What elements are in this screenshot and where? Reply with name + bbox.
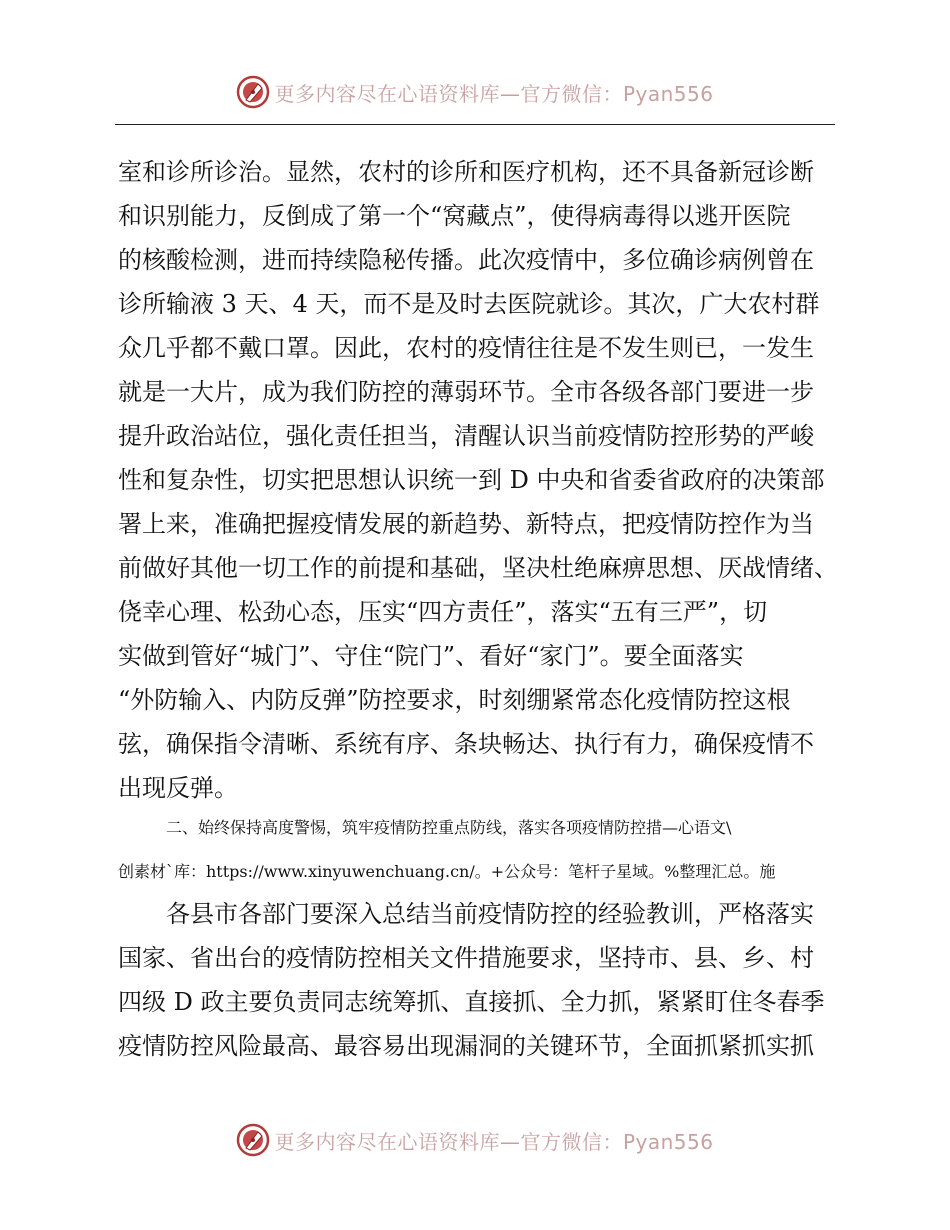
section-heading-line-2: 创素材`库：https://www.xinyuwenchuang.cn/。+公众号：笔杆子星域。%整理汇总。施: [118, 862, 776, 881]
paragraph-2-line: 四级 D 政主要负责同志统筹抓、直接抓、全力抓，紧紧盯住冬春季: [118, 988, 825, 1016]
paragraph-1-line: 实做到管好“城门”、守住“院门”、看好“家门”。要全面落实: [118, 642, 744, 670]
section-heading-line-1: 二、始终保持高度警惕，筑牢疫情防控重点防线，落实各项疫情防控措—心语文\: [166, 818, 732, 837]
header-banner: [0, 70, 950, 114]
paragraph-1-line: 出现反弹。: [118, 774, 238, 802]
paragraph-1-line: 的核酸检测，进而持续隐秘传播。此次疫情中，多位确诊病例曾在: [118, 246, 814, 274]
footer-banner-text: 更多内容尽在心语资料库—官方微信：Pyan556: [274, 1129, 714, 1154]
paragraph-1-line: 就是一大片，成为我们防控的薄弱环节。全市各级各部门要进一步: [118, 378, 814, 406]
paragraph-2-line: 国家、省出台的疫情防控相关文件措施要求，坚持市、县、乡、村: [118, 944, 814, 972]
paragraph-1-line: “外防输入、内防反弹”防控要求，时刻绷紧常态化疫情防控这根: [118, 686, 791, 714]
footer-banner: [0, 1118, 950, 1162]
paragraph-2-line: 各县市各部门要深入总结当前疫情防控的经验教训，严格落实: [166, 900, 814, 928]
paragraph-1-line: 署上来，准确把握疫情发展的新趋势、新特点，把疫情防控作为当: [118, 510, 814, 538]
paragraph-1-line: 前做好其他一切工作的前提和基础，坚决杜绝麻痹思想、厌战情绪、: [118, 554, 838, 582]
paragraph-2-line: 疫情防控风险最高、最容易出现漏洞的关键环节，全面抓紧抓实抓: [118, 1032, 814, 1060]
paragraph-1-line: 诊所输液 3 天、4 天，而不是及时去医院就诊。其次，广大农村群: [118, 290, 820, 318]
paragraph-1-line: 室和诊所诊治。显然，农村的诊所和医疗机构，还不具备新冠诊断: [118, 158, 814, 186]
paragraph-1-line: 弦，确保指令清晰、系统有序、条块畅达、执行有力，确保疫情不: [118, 730, 814, 758]
paragraph-1-line: 性和复杂性，切实把思想认识统一到 D 中央和省委省政府的决策部: [118, 466, 825, 494]
pen-nib-logo-icon: [236, 1123, 270, 1157]
paragraph-1-line: 侥幸心理、松劲心态，压实“四方责任”，落实“五有三严”，切: [118, 598, 768, 626]
paragraph-1: [118, 150, 838, 810]
paragraph-1-line: 提升政治站位，强化责任担当，清醒认识当前疫情防控形势的严峻: [118, 422, 814, 450]
paragraph-2: [118, 892, 838, 1068]
header-divider: [115, 124, 835, 125]
header-banner-text: 更多内容尽在心语资料库—官方微信：Pyan556: [274, 81, 714, 106]
section-heading: [118, 806, 838, 894]
paragraph-1-line: 和识别能力，反倒成了第一个“窝藏点”，使得病毒得以逃开医院: [118, 202, 791, 230]
paragraph-1-line: 众几乎都不戴口罩。因此，农村的疫情往往是不发生则已，一发生: [118, 334, 814, 362]
pen-nib-logo-icon: [236, 75, 270, 109]
